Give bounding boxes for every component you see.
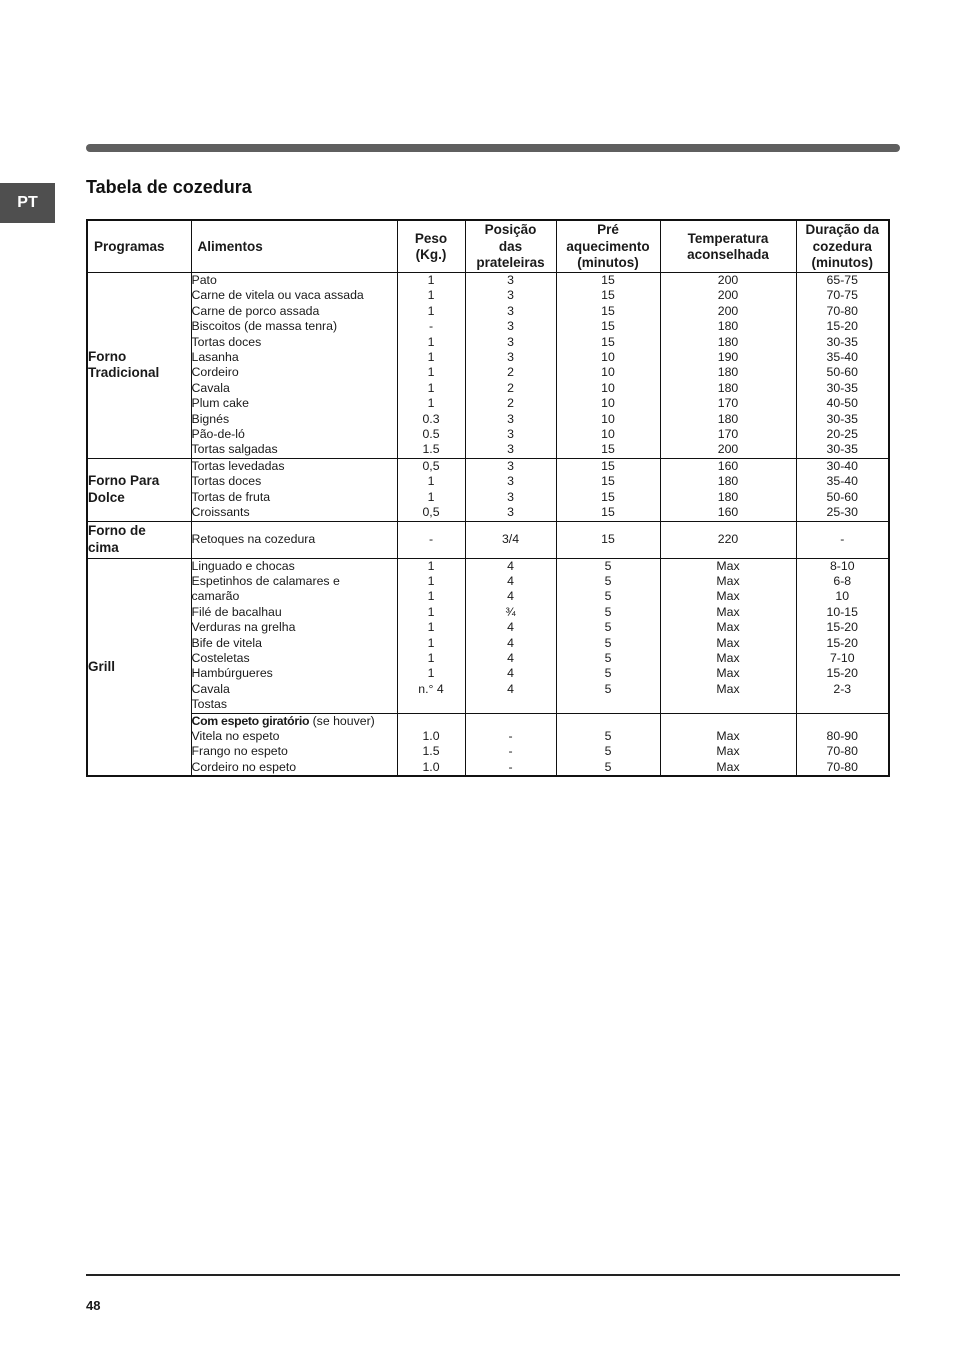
cell-value: 10 (601, 350, 615, 365)
header-dur-line: cozedura (812, 238, 872, 254)
table-row (87, 713, 889, 776)
cell-value: 15 (601, 531, 615, 546)
cell-value: 3 (507, 474, 514, 489)
cell-value: 3 (507, 489, 514, 504)
cell-value: - (508, 759, 513, 774)
temp-cell (660, 558, 796, 713)
cell-value: Cordeiro no espeto (191, 759, 297, 774)
foods-cell (191, 521, 397, 558)
header-posicao (465, 220, 556, 273)
cell-value: 1 (427, 650, 435, 665)
cell-value: Max (716, 620, 740, 635)
cell-value: 200 (717, 273, 739, 287)
cell-value: 15 (601, 442, 615, 457)
cell-value (466, 714, 556, 729)
cell-value: 80-90 (826, 728, 858, 743)
cell-value: Max (716, 573, 740, 588)
pre-cell (556, 558, 660, 713)
cell-value: 4 (507, 650, 514, 665)
cell-value: 3 (507, 411, 514, 426)
cell-value: Biscoitos (de massa tenra) (191, 319, 338, 334)
cell-value: 160 (717, 505, 739, 520)
duracao-cell (796, 558, 889, 713)
spit-foods (192, 729, 397, 775)
header-posicao-line: prateleiras (476, 255, 545, 271)
spit-label (192, 714, 397, 729)
cell-value: Cavala (191, 380, 230, 395)
cell-value (557, 697, 660, 712)
page-number: 48 (86, 1298, 101, 1313)
table-row (87, 273, 889, 459)
cell-value: 30-35 (826, 334, 858, 349)
cell-value: 5 (604, 759, 612, 774)
cell-value: 2-3 (833, 681, 852, 696)
cell-value (661, 697, 796, 712)
program-name: Forno de (88, 523, 146, 538)
header-pre-line: (minutos) (577, 255, 639, 271)
cell-value: 5 (604, 620, 612, 635)
cell-value: 3 (507, 350, 514, 365)
header-duracao (796, 220, 889, 273)
duracao-cell (796, 521, 889, 558)
cell-value: Pato (191, 273, 217, 287)
cell-value: Max (716, 681, 740, 696)
cell-value: Max (716, 728, 740, 743)
cell-value: 7-10 (829, 650, 855, 665)
cell-value: 5 (604, 650, 612, 665)
peso-cell (397, 458, 465, 521)
cell-value: 1 (427, 365, 435, 380)
program-name: Dolce (88, 489, 125, 505)
cell-value: - (840, 531, 845, 546)
cell-value: 4 (507, 620, 514, 635)
cell-value: 180 (717, 489, 739, 504)
cell-value: 30-35 (826, 442, 858, 457)
cell-value: 3 (507, 427, 514, 442)
cell-value: 3 (507, 319, 514, 334)
cell-value: 20-25 (826, 427, 858, 442)
cell-value: 15 (601, 489, 615, 504)
cell-value: - (428, 531, 434, 546)
cell-value: 5 (604, 558, 612, 573)
cell-value: 1 (427, 474, 435, 489)
cell-value: 180 (717, 319, 739, 334)
cell-value: 50-60 (826, 365, 858, 380)
cell-value: 180 (717, 365, 739, 380)
pre-cell (556, 273, 660, 459)
cell-value: 4 (507, 635, 514, 650)
cell-value: 3 (507, 458, 514, 473)
peso-cell (397, 558, 465, 713)
cell-value: 40-50 (826, 396, 858, 411)
table-row (87, 521, 889, 558)
cell-value: 4 (507, 558, 514, 573)
cell-value: 3 (507, 334, 514, 349)
cell-value: n.° 4 (418, 681, 444, 696)
program-name: cima (88, 539, 119, 555)
posicao-cell (465, 713, 556, 776)
cell-value: 1 (427, 380, 435, 395)
cell-value: 5 (604, 604, 612, 619)
cell-value: 0.5 (422, 427, 440, 442)
cell-value: 15 (601, 319, 615, 334)
cell-value: 1 (427, 635, 435, 650)
cell-value: Max (716, 589, 740, 604)
duracao-cell (796, 458, 889, 521)
program-cell (87, 521, 191, 558)
cell-value: Linguado e chocas (191, 558, 295, 573)
cell-value: Costeletas (191, 650, 250, 665)
cell-value: 15-20 (826, 319, 858, 334)
cell-value: 170 (717, 427, 739, 442)
header-pre-aquecimento (556, 220, 660, 273)
cell-value: - (508, 744, 513, 759)
cell-value: 70-80 (826, 744, 858, 759)
cell-value: Verduras na grelha (191, 620, 296, 635)
cell-value: 5 (604, 666, 612, 681)
header-posicao-line: Posição (484, 222, 537, 238)
cell-value: 3 (507, 288, 514, 303)
cell-value: 15-20 (826, 635, 858, 650)
cell-value: Pão-de-ló (191, 427, 245, 442)
header-alimentos: Alimentos (191, 220, 397, 273)
cell-value: 3/4 (501, 531, 520, 546)
cell-value: 1.0 (422, 728, 440, 743)
cell-value: 10 (601, 427, 615, 442)
cell-value: Vitela no espeto (191, 728, 280, 743)
spit-label-rest: (se houver) (309, 713, 375, 728)
header-temperatura (660, 220, 796, 273)
cell-value: 1.5 (422, 442, 440, 457)
cell-value: 5 (604, 635, 612, 650)
program-name: Forno Para (88, 473, 160, 489)
cell-value: 3 (507, 505, 514, 520)
cell-value: Max (716, 744, 740, 759)
cell-value: Tortas de fruta (191, 489, 271, 504)
pre-cell (556, 521, 660, 558)
cell-value: 10 (835, 589, 850, 604)
spit-label-bold: Com espeto giratório (191, 713, 310, 728)
cell-value: 180 (717, 380, 739, 395)
peso-cell (397, 713, 465, 776)
cell-value: 30-40 (826, 458, 858, 473)
cell-value: Bife de vitela (191, 635, 262, 650)
cell-value: 200 (717, 288, 739, 303)
table-row (87, 558, 889, 713)
cell-value: 200 (717, 303, 739, 318)
cell-value: 0,5 (422, 458, 440, 473)
cell-value: 2 (507, 396, 514, 411)
cell-value: 15 (601, 458, 615, 473)
cell-value: Hambúrgueres (191, 666, 273, 681)
cell-value: - (428, 319, 434, 334)
peso-cell (397, 521, 465, 558)
cell-value: Max (716, 558, 740, 573)
cell-value: Max (716, 604, 740, 619)
cell-value: 15-20 (826, 620, 858, 635)
cell-value: 0.3 (422, 411, 440, 426)
duracao-cell (796, 273, 889, 459)
page-title: Tabela de cozedura (86, 177, 252, 197)
cell-value: 3 (507, 442, 514, 457)
peso-cell (397, 273, 465, 459)
cell-value: Tortas levedadas (191, 458, 285, 473)
cell-value: Cordeiro (191, 365, 239, 380)
posicao-cell (465, 273, 556, 459)
header-pre-line: aquecimento (566, 238, 650, 254)
duracao-cell (796, 713, 889, 776)
pre-cell (556, 458, 660, 521)
cell-value: Max (716, 650, 740, 665)
cell-value (797, 714, 889, 729)
cell-value: 2 (507, 380, 514, 395)
table-header-row (87, 220, 889, 273)
cell-value: 15 (601, 474, 615, 489)
cell-value: 50-60 (826, 489, 858, 504)
cell-value: 4 (507, 666, 514, 681)
cell-value: 15 (601, 334, 615, 349)
cell-value: 30-35 (826, 411, 858, 426)
cell-value: 1 (427, 288, 435, 303)
header-peso-line: Peso (414, 230, 448, 246)
cell-value: 1.0 (422, 759, 440, 774)
cell-value: 8-10 (829, 558, 855, 573)
cell-value: 5 (604, 681, 612, 696)
cell-value: 35-40 (826, 474, 858, 489)
cell-value: 1 (427, 589, 435, 604)
temp-cell (660, 273, 796, 459)
cell-value (661, 714, 796, 729)
cell-value: 0,5 (422, 505, 440, 520)
cell-value: 220 (717, 531, 739, 546)
cell-value: Bignés (191, 411, 230, 426)
cell-value: 5 (604, 573, 612, 588)
cell-value: Lasanha (191, 350, 239, 365)
cell-value: Carne de vitela ou vaca assada (191, 288, 364, 303)
cell-value: Tortas doces (191, 474, 262, 489)
header-pre-line: Pré (597, 222, 619, 238)
cell-value: 70-75 (826, 288, 858, 303)
cell-value: Max (716, 759, 740, 774)
cell-value: 15 (601, 288, 615, 303)
program-name: Grill (88, 658, 116, 674)
header-dur-line: (minutos) (811, 255, 873, 271)
cell-value: 15-20 (826, 666, 858, 681)
cell-value (466, 697, 556, 712)
cell-value (557, 714, 660, 729)
cell-value: Tortas doces (191, 334, 262, 349)
cell-value: 160 (717, 458, 739, 473)
cell-value: 170 (717, 396, 739, 411)
cell-value: Filé de bacalhau (191, 604, 282, 619)
header-peso (397, 220, 465, 273)
cell-value: Espetinhos de calamares e (191, 573, 340, 588)
posicao-cell (465, 458, 556, 521)
cell-value: 1 (427, 604, 435, 619)
cell-value: 10-15 (826, 604, 858, 619)
cell-value: 15 (601, 303, 615, 318)
cell-value: 1 (427, 303, 435, 318)
program-name: Tradicional (88, 365, 160, 381)
cell-value: 1 (427, 620, 435, 635)
cell-value: 1 (427, 396, 435, 411)
cell-value: 10 (601, 365, 615, 380)
cell-value: 15 (601, 505, 615, 520)
cell-value: 190 (717, 350, 739, 365)
cell-value: camarão (191, 589, 240, 604)
cell-value: 4 (507, 681, 514, 696)
header-temp-line: aconselhada (687, 247, 769, 262)
foods-cell (191, 458, 397, 521)
cooking-table (86, 219, 890, 777)
cell-value (398, 697, 465, 712)
header-dur-line: Duração da (805, 222, 880, 238)
header-programas: Programas (87, 220, 191, 273)
posicao-cell (465, 521, 556, 558)
cell-value: 2 (507, 365, 514, 380)
cell-value (398, 714, 465, 729)
cell-value: 1 (427, 334, 435, 349)
cell-value: 10 (601, 396, 615, 411)
cell-value: Max (716, 635, 740, 650)
cell-value: 70-80 (826, 303, 858, 318)
cell-value: 1 (427, 573, 435, 588)
posicao-cell (465, 558, 556, 713)
cell-value: 1 (427, 489, 435, 504)
cell-value: 4 (507, 589, 514, 604)
bottom-divider (86, 1274, 900, 1276)
cell-value: 70-80 (826, 759, 858, 774)
cell-value: 1 (427, 666, 435, 681)
cell-value (797, 697, 889, 712)
cell-value: 200 (717, 442, 739, 457)
cell-value: 180 (717, 334, 739, 349)
cell-value: 25-30 (826, 505, 858, 520)
program-name: Forno (88, 348, 127, 364)
foods-cell (191, 713, 397, 776)
cell-value: 6-8 (833, 573, 852, 588)
cell-value: 5 (604, 744, 612, 759)
cell-value: 10 (601, 380, 615, 395)
cell-value: 3 (507, 303, 514, 318)
header-peso-line: (Kg.) (415, 247, 447, 262)
cell-value: Plum cake (191, 396, 249, 411)
program-cell (87, 458, 191, 521)
cell-value: 5 (604, 728, 612, 743)
temp-cell (660, 713, 796, 776)
cell-value: 1 (427, 273, 435, 287)
language-tab: PT (0, 183, 55, 223)
header-temp-line: Temperatura (687, 230, 769, 246)
cell-value: Frango no espeto (191, 744, 288, 759)
cell-value: Carne de porco assada (191, 303, 320, 318)
cell-value: 180 (717, 411, 739, 426)
cell-value: 35-40 (826, 350, 858, 365)
foods-cell (191, 558, 397, 713)
temp-cell (660, 521, 796, 558)
cell-value: 4 (507, 573, 514, 588)
cell-value: 15 (601, 273, 615, 287)
pre-cell (556, 713, 660, 776)
program-cell (87, 558, 191, 776)
temp-cell (660, 458, 796, 521)
cell-value: 30-35 (826, 380, 858, 395)
cell-value: 1.5 (422, 744, 440, 759)
cell-value: Tostas (191, 697, 228, 712)
cell-value: Tortas salgadas (191, 442, 278, 457)
cell-value: 180 (717, 474, 739, 489)
cell-value: ¾ (505, 604, 516, 619)
cell-value: 10 (601, 411, 615, 426)
cell-value: Croissants (191, 505, 250, 520)
cell-value: - (508, 728, 513, 743)
cell-value: 1 (427, 350, 435, 365)
cell-value: Cavala (191, 681, 230, 696)
foods-cell (191, 273, 397, 459)
cell-value: Retoques na cozedura (191, 531, 316, 546)
table-row (87, 458, 889, 521)
cell-value: Max (716, 666, 740, 681)
cell-value: 3 (507, 273, 514, 287)
cell-value: 65-75 (826, 273, 858, 287)
cell-value: 1 (427, 558, 435, 573)
program-cell (87, 273, 191, 459)
header-posicao-line: das (498, 238, 523, 254)
top-divider (86, 144, 900, 152)
cell-value: 5 (604, 589, 612, 604)
